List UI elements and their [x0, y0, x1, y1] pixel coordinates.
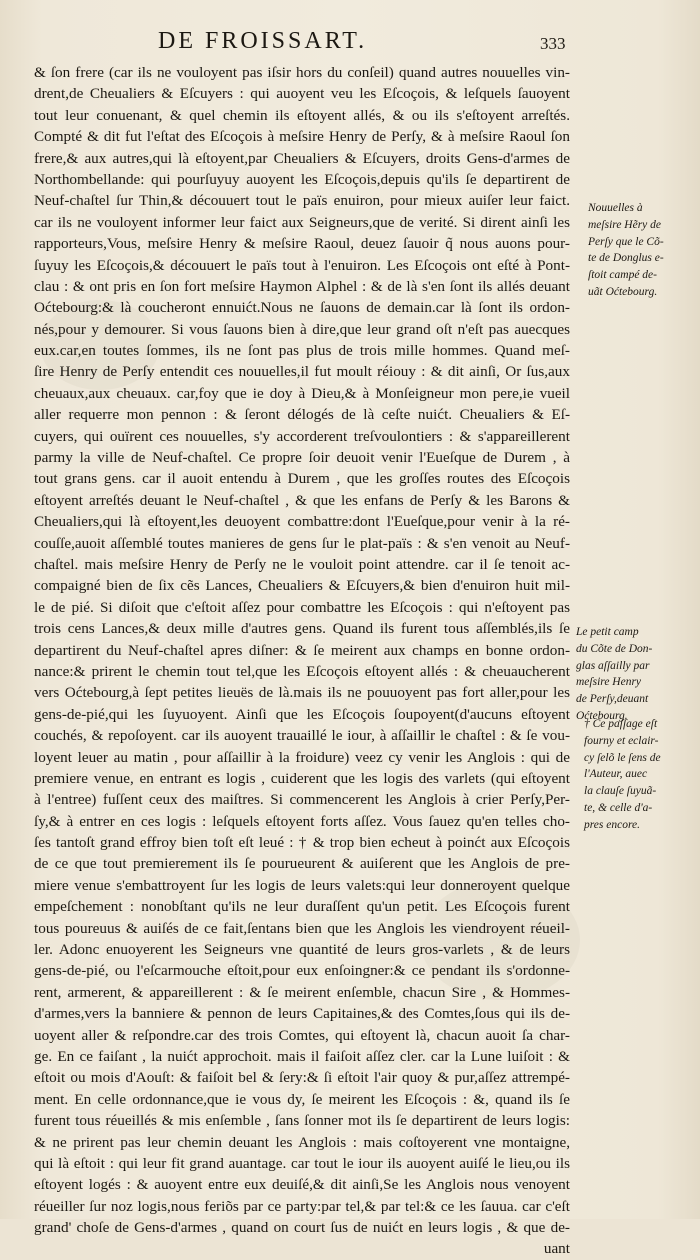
- text-line: furent tous réueillés & mis enſemble , ſans ſonner mot ils ſe departirent de leurs logis:: [34, 1112, 570, 1130]
- page-number: 333: [540, 34, 566, 53]
- text-line: ment. En celle ordonnance,que ie vous dy, ſe meirent les Eſcoçois : &, quand ils ſe: [34, 1090, 570, 1108]
- text-line: gens-de-pié,qui les ſuyuoyent. Ainſi que les Eſcoçois ſoupoyent(d'aucuns eſtoyent: [34, 705, 570, 723]
- text-line: frere,& aux autres,qui là eſtoyent,par Cheualiers & Eſcuyers, droits Gens-d'armes de: [34, 149, 570, 167]
- text-line: parmy la ville de Neuf-chaſtel. Ce propre ſoir deuoit venir l'Eueſque de Durem , à: [34, 449, 570, 467]
- text-line: réueiller ſur noz logis,nous feriõs par ce party:par tel,& par tel:& ce les ſauua. car c'eſt: [34, 1197, 570, 1215]
- text-line: ſes tantoſt grand effroy bien toſt eſt leué : † & trop bien echeut à poinćt aux Eſcoçois: [34, 834, 570, 852]
- margin-note-line: de Perſy,deuant: [576, 693, 649, 706]
- text-line: ge. En ce faiſant , la nuićt approchoit. mais il faiſoit aſſez cler. car la Lune luiſoit : &: [34, 1047, 570, 1065]
- text-line: couchés, & repoſoyent. car ils auoyent trauaillé le iour, à aſſaillir le chaſtel : & ſe vou-: [34, 727, 570, 745]
- margin-note-line: Le petit camp: [576, 626, 639, 638]
- text-line: uant: [543, 1240, 570, 1258]
- text-line: Compté & dit fut l'eſtat des Eſcoçois à meſsire Henry de Perſy, & à meſsire Raoul ſon: [34, 128, 570, 146]
- margin-note-line: du Cõte de Don-: [576, 642, 653, 655]
- text-line: de ce que tout premierement ils ſe pourueurent & auiſerent que les Anglois de pre-: [34, 855, 570, 873]
- text-line: à l'entree) fuſſent ceux des maiſtres. Si commencerent les Anglois à crier Perſy,Per-: [34, 791, 570, 809]
- text-line: tout leur conuenant, & quel chemin ils eſtoyent allés, & ou ils s'eſtoyent arreſtés.: [34, 106, 570, 124]
- text-line: ſy,& à entrer en ces logis : leſquels eſtoyent forts aſſez. Vous ſauez qu'en telles cho-: [34, 812, 570, 830]
- margin-note-line: glas aſſailly par: [576, 659, 650, 672]
- margin-note-line: ſtoit campé de-: [588, 269, 657, 282]
- text-line: car ils ne vouloyent informer leur faict aux Seigneurs,que de verité. Si dirent ainſi les: [34, 213, 570, 231]
- margin-note-line: Nouuelles à: [588, 202, 643, 214]
- text-line: & ſon frere (car ils ne vouloyent pas iſsir hors du conſeil) quand autres nouuelles vin-: [34, 64, 570, 81]
- text-line: & ne prirent pas leur chemin deuant les Anglois : mais coſtoyerent vne montaigne,: [34, 1133, 570, 1151]
- margin-note-petit-camp: [576, 624, 652, 725]
- text-line: clau : & ont pris en ſon fort meſsire Haymon Alphel : & de là s'en ſont ils allés deuant: [34, 277, 570, 295]
- running-title: DE FROISSART.: [158, 28, 368, 54]
- text-line: Cheualiers,qui là eſtoyent,les deuoyent combattre:dont l'Eueſque,pour venir à la ré-: [34, 513, 570, 531]
- text-line: rent, armerent, & appareillerent : & ſe meirent enſemble, chacun Sire , & Hommes-: [34, 983, 570, 1001]
- text-line: drent,de Cheualiers & Eſcuyers : qui auoyent veu les Eſcoçois, & leſquels ſauoyent: [34, 85, 570, 103]
- margin-note-nouvelles: [588, 200, 664, 301]
- margin-note-line: Oćtebourg.: [576, 709, 628, 722]
- body-text: [34, 62, 570, 1260]
- text-line: nance:& prirent le chemin tout tel,que les Eſcoçois eſtoyent allés : & cheuaucherent: [34, 662, 570, 680]
- text-line: loyent leuer au matin , pour aſſaillir à la froidure) veez cy venir les Anglois : qui de: [34, 748, 570, 766]
- text-line: d'armes,vers la banniere & pennon de leurs Capitaines,& des Comtes,ſous qui ils de-: [34, 1005, 570, 1023]
- text-line: vers Oćtebourg,à ſept petites lieuës de là.mais ils ne pouuoyent pas fort aller,pour les: [34, 684, 570, 702]
- margin-note-line: la clauſe ſuyuã-: [584, 785, 657, 798]
- text-line: cuyers, qui ouïrent ces nouuelles, s'y accorderent treſvoulontiers : & s'appareillerent: [34, 427, 570, 445]
- text-line: uoyent aller & reſpondre.car des trois Comtes, qui eſtoyent là, chacun auoit ſa char-: [34, 1026, 570, 1044]
- text-line: rapporteurs,Vous, meſsire Henry & meſsire Raoul, deuez ſauoir q̃ nous auons pour-: [34, 235, 570, 253]
- text-line: aller requerre mon pennon : & ſeront délogés de là ceſte nuićt. Cheualiers & Eſ-: [34, 406, 570, 424]
- text-line: eſtoyent logés : & auoyent entre eux deuiſé,& dit ainſi,Se les Anglois nous venoyent: [34, 1176, 570, 1194]
- text-line: departirent du Neuf-chaſtel apres diſner: & ſe meirent aux champs en bonne ordon-: [34, 641, 570, 659]
- margin-note-line: uãt Oćtebourg.: [588, 285, 658, 298]
- text-line: Northombellande: qui pourſuyuy auoyent les Eſcoçois,depuis qu'ils ſe departirent de: [34, 170, 570, 188]
- text-line: couſſe,auoit aſſemblé toutes manieres de gens ſur le plat-païs : & s'en venoit au Neuf-: [34, 534, 570, 552]
- margin-note-line: † Ce paſſage eſt: [584, 718, 658, 730]
- running-head: [0, 28, 700, 58]
- margin-note-passage: [584, 716, 661, 834]
- text-line: qui là eſtoit : qui leur fit grand auantage. car tout le iour ils auoyent auiſé le lieu,ou ils: [34, 1154, 570, 1172]
- text-line: cheuaux,aux cheuaux. car,foy que ie doy à Dieu,& à Monſeigneur mon pere,ie vueil: [34, 384, 570, 402]
- text-line: Oćtebourg:& là coucheront ennuićt.Nous ne ſauons de demain.car là ſont ils ordon-: [34, 299, 570, 317]
- text-line: premiere venue, en entrant es logis , cuiderent que les logis des varlets (qui eſtoyent: [34, 769, 570, 787]
- text-line: eux.car,en toutes ſommes, ils ne ſont pas plus de trois mille hommes. Quand meſ-: [34, 342, 570, 360]
- text-line: gens-de-pié, ou l'eſcarmouche eſtoit,pour eux enſoingner:& ce pendant ils s'ordonne-: [34, 962, 570, 980]
- text-line: eſtoit ou mois d'Aouſt: & faiſoit bel & ſery:& ſi eſtoit l'air quoy & pur,aſſez attrempé-: [34, 1069, 570, 1087]
- text-line: ſuyuy les Eſcoçois,& découuert le païs tout à l'enuiron. Les Eſcoçois ont eſté à Pont-: [34, 256, 570, 274]
- text-line: eſtoyent arreſtés deuant le Neuf-chaſtel , & que les enfans de Perſy & les Barons &: [34, 491, 570, 509]
- text-line: empeſchement : nonobſtant qu'ils ne leur duraſſent qu'un petit. Les Eſcoçois furent: [34, 898, 570, 916]
- text-line: trois cens Lances,& deux mille d'autres gens. Quand ils furent tous aſſemblés,ils ſe: [34, 620, 570, 638]
- text-line: Neuf-chaſtel ſur Thin,& découuert tout le païs enuiron, pour mieux auiſer leur faict.: [34, 192, 570, 210]
- margin-note-line: cy ſelõ le ſens de: [584, 751, 661, 764]
- text-line: ler. Adonc enuoyerent les Seigneurs vne quantité de leurs gros-varlets , & de leurs: [34, 941, 570, 959]
- text-line: tous poureuus & auiſés de ce fait,ſentans bien que les Anglois les viendroyent réueil-: [34, 919, 570, 937]
- margin-note-line: meſsire Henry: [576, 676, 642, 689]
- text-line: tout grans gens. car il auoit entendu à Durem , que les groſſes routes des Eſcoçois: [34, 470, 570, 488]
- margin-note-line: meſsire Hẽry de: [588, 218, 662, 231]
- margin-note-line: te, & celle d'a-: [584, 801, 653, 814]
- margin-note-line: pres encore.: [584, 818, 640, 831]
- text-line: grand' choſe de Gens-d'armes , quand on court ſus de nuićt en leurs logis , & que de-: [34, 1219, 570, 1237]
- text-line: miere venue s'embattroyent ſur les logis de leurs valets:qui leur donneroyent quelque: [34, 876, 570, 894]
- margin-note-line: Perſy que le Cõ-: [588, 235, 664, 248]
- margin-note-line: fourny et eclair-: [584, 734, 659, 747]
- text-line: ſire Henry de Perſy entendit ces nouuelles,il fut moult réiouy : & dit ainſi, Or ſus,aux: [34, 363, 570, 381]
- margin-note-line: l'Auteur, auec: [584, 768, 648, 781]
- text-line: le de pié. Si diſoit que c'eſtoit aſſez pour combattre les Eſcoçois : qui n'eſtoyent pas: [34, 598, 570, 616]
- margin-note-line: te de Donglus e-: [588, 252, 664, 265]
- text-line: chaſtel. mais meſsire Henry de Perſy ne le vouloit point attendre. car il ſe tenoit ac-: [34, 555, 570, 573]
- text-line: nés,pour y demourer. Si vous ſauons bien à dire,que leur grand oſt n'eſt pas auecques: [34, 320, 570, 338]
- text-line: compaigné bien de ſix cẽs Lances, Cheualiers & Eſcuyers,& bien d'enuiron huit mil-: [34, 577, 570, 595]
